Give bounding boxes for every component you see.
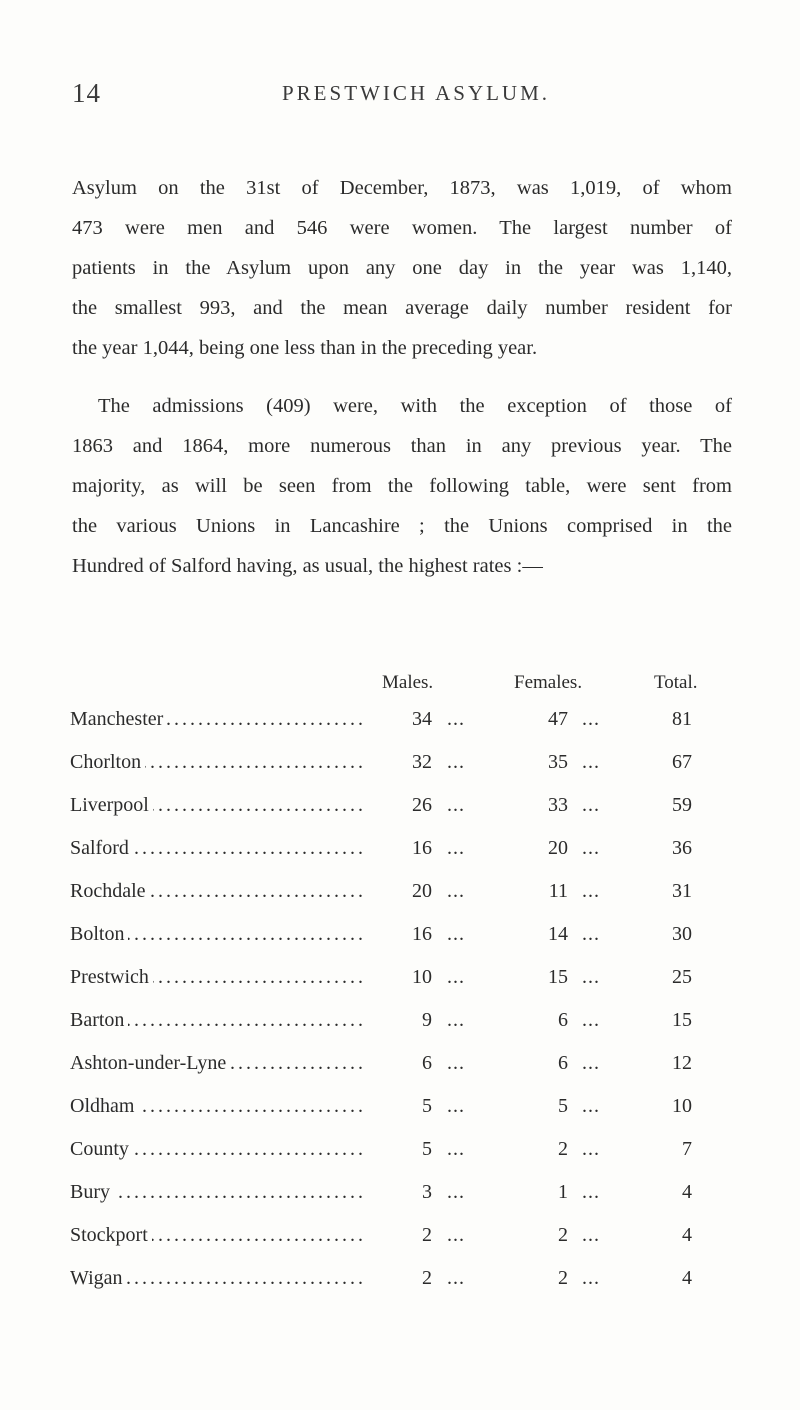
separator: ... [447,923,465,945]
females-value: 6 [558,1052,568,1074]
females-value: 15 [548,966,568,988]
text-line: the year 1,044, being one less than in the preceding year. [72,337,538,359]
union-name: Ashton-under-Lyne [70,1052,230,1074]
separator: ... [447,751,465,773]
union-name-cell [70,1224,362,1247]
text-line: 1863 and 1864, more numerous than in any previous year. The [72,435,732,457]
union-name: Oldham [70,1095,138,1117]
males-value: 5 [422,1138,432,1160]
separator: ... [447,1181,465,1203]
union-name: Prestwich [70,966,153,988]
paragraph-admissions [72,386,732,586]
union-name-cell [70,923,362,946]
females-value: 20 [548,837,568,859]
running-title: PRESTWICH ASYLUM. [282,81,551,105]
union-name-cell [70,1095,362,1118]
males-value: 5 [422,1095,432,1117]
table-row [70,966,730,1009]
union-name-cell [70,1138,362,1161]
union-name: Chorlton [70,751,145,773]
union-name-cell [70,708,362,731]
text-line: majority, as will be seen from the following table, were sent from [72,475,732,497]
total-value: 15 [672,1009,692,1031]
separator: ... [582,1181,600,1203]
union-name-cell [70,1052,362,1075]
table-row [70,794,730,837]
separator: ... [582,923,600,945]
total-value: 4 [682,1267,692,1289]
separator: ... [582,1224,600,1246]
males-value: 2 [422,1224,432,1246]
separator: ... [447,794,465,816]
table-row [70,1224,730,1267]
union-name: Bury [70,1181,114,1203]
union-name-cell [70,1267,362,1290]
union-name-cell [70,794,362,817]
table-row [70,1052,730,1095]
separator: ... [582,1138,600,1160]
table-row [70,1138,730,1181]
union-name: Manchester [70,708,167,730]
males-value: 3 [422,1181,432,1203]
total-value: 12 [672,1052,692,1074]
text-line: the smallest 993, and the mean average daily number resident for [72,297,732,319]
column-header-total: Total. [654,672,698,693]
admissions-table [70,672,730,1310]
table-row [70,1095,730,1138]
union-name-cell [70,751,362,774]
text-line: patients in the Asylum upon any one day in the year was 1,140, [72,257,732,279]
males-value: 6 [422,1052,432,1074]
separator: ... [447,1224,465,1246]
males-value: 9 [422,1009,432,1031]
page-number: 14 [72,78,101,108]
table-row [70,837,730,880]
union-name-cell [70,1009,362,1032]
total-value: 25 [672,966,692,988]
total-value: 4 [682,1224,692,1246]
separator: ... [582,1267,600,1289]
separator: ... [447,1095,465,1117]
total-value: 31 [672,880,692,902]
text-line: the various Unions in Lancashire ; the Unions comprised in the [72,515,732,537]
males-value: 2 [422,1267,432,1289]
separator: ... [447,837,465,859]
union-name: County [70,1138,133,1160]
table-row [70,880,730,923]
males-value: 32 [412,751,432,773]
total-value: 36 [672,837,692,859]
paragraph-population [72,168,732,368]
total-value: 81 [672,708,692,730]
union-name-cell [70,966,362,989]
union-name: Stockport [70,1224,152,1246]
males-value: 26 [412,794,432,816]
union-name-cell [70,1181,362,1204]
text-line: Asylum on the 31st of December, 1873, was 1,019, of whom [72,177,732,199]
table-row [70,708,730,751]
total-value: 30 [672,923,692,945]
separator: ... [582,966,600,988]
page-header [0,78,800,108]
males-value: 16 [412,837,432,859]
table-row [70,751,730,794]
females-value: 2 [558,1138,568,1160]
females-value: 2 [558,1224,568,1246]
table-row [70,923,730,966]
union-name: Wigan [70,1267,127,1289]
separator: ... [582,1052,600,1074]
union-name: Bolton [70,923,128,945]
females-value: 35 [548,751,568,773]
females-value: 11 [548,880,568,902]
separator: ... [447,880,465,902]
total-value: 7 [682,1138,692,1160]
table-header [70,672,730,708]
union-name-cell [70,880,362,903]
separator: ... [582,794,600,816]
table-row [70,1267,730,1310]
total-value: 10 [672,1095,692,1117]
separator: ... [582,837,600,859]
union-name: Rochdale [70,880,150,902]
total-value: 67 [672,751,692,773]
text-line: 473 were men and 546 were women. The largest number of [72,217,732,239]
column-header-males: Males. [382,672,434,693]
column-header-females: Females. [514,672,583,693]
females-value: 6 [558,1009,568,1031]
separator: ... [447,966,465,988]
separator: ... [447,1138,465,1160]
separator: ... [582,1095,600,1117]
separator: ... [447,1052,465,1074]
table-row [70,1009,730,1052]
males-value: 34 [412,708,432,730]
separator: ... [582,751,600,773]
separator: ... [582,708,600,730]
females-value: 2 [558,1267,568,1289]
males-value: 16 [412,923,432,945]
table-body [70,708,730,1310]
males-value: 20 [412,880,432,902]
total-value: 59 [672,794,692,816]
separator: ... [582,880,600,902]
union-name: Salford [70,837,133,859]
text-line: The admissions (409) were, with the exception of those of [98,395,732,417]
union-name: Liverpool [70,794,153,816]
females-value: 33 [548,794,568,816]
separator: ... [447,1267,465,1289]
separator: ... [447,708,465,730]
union-name: Barton [70,1009,128,1031]
females-value: 14 [548,923,568,945]
table-row [70,1181,730,1224]
females-value: 1 [558,1181,568,1203]
total-value: 4 [682,1181,692,1203]
text-line: Hundred of Salford having, as usual, the highest rates :— [72,555,543,577]
separator: ... [582,1009,600,1031]
males-value: 10 [412,966,432,988]
separator: ... [447,1009,465,1031]
union-name-cell [70,837,362,860]
females-value: 5 [558,1095,568,1117]
females-value: 47 [548,708,568,730]
